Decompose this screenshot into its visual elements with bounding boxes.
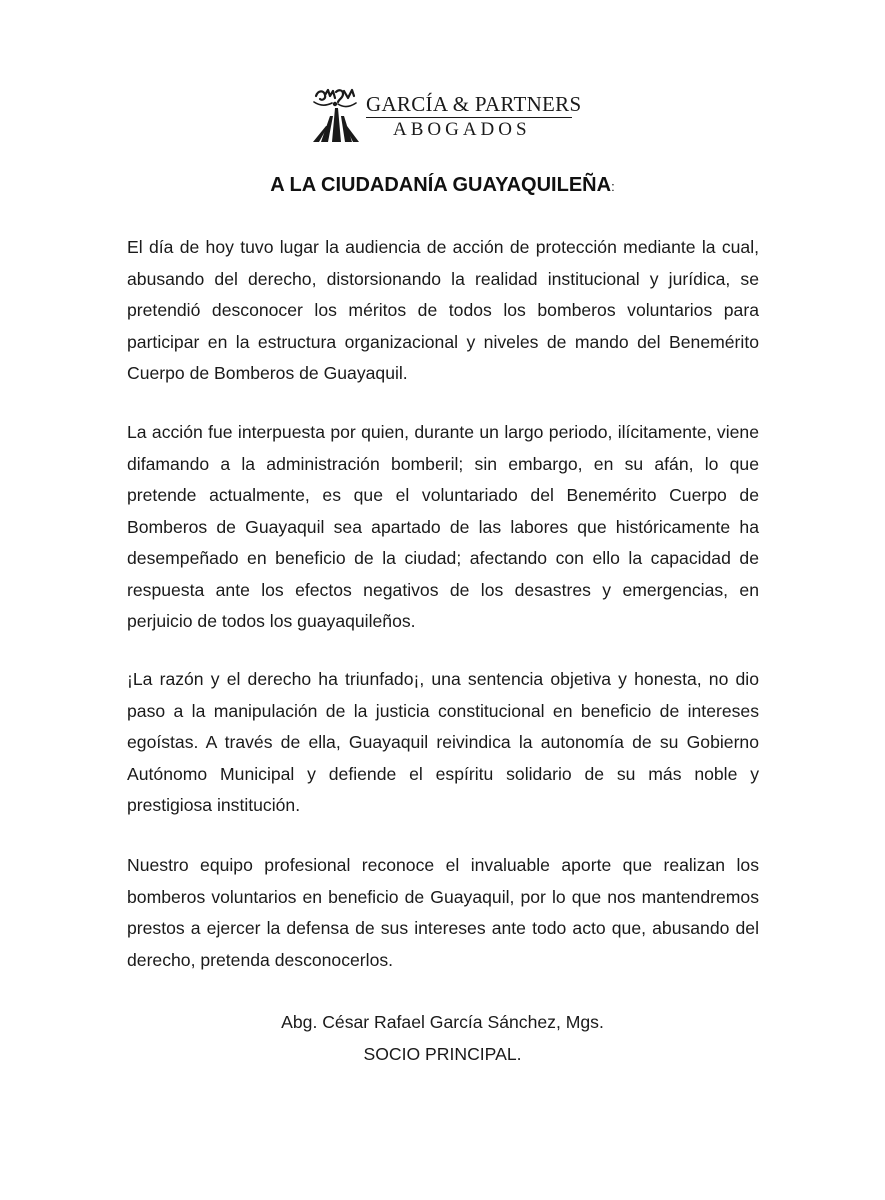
paragraph-action: La acción fue interpuesta por quien, durante un largo periodo, ilícitamente, viene difamando a la administración bomberil; sin embargo, en su afán, lo que pretende actualmente, es que el voluntariado del Benemérito Cuerpo de Bomberos de Guayaquil sea apartado de las labores que históricamente ha desempeñado en beneficio de la ciudad; afectando con ello la capacidad de respuesta ante los efectos negativos de los desastres y emergencias, en perjuicio de todos los guayaquileños. (127, 422, 759, 631)
heading-title: A LA CIUDADANÍA GUAYAQUILEÑA (270, 174, 612, 196)
paragraph-intro: El día de hoy tuvo lugar la audiencia de acción de protección mediante la cual, abusando del derecho, distorsionando la realidad institucional y jurídica, se pretendió desconocer los méritos de todos los bomberos voluntarios para participar en la estructura organizacional y niveles de mando del Benemérito Cuerpo de Bomberos de Guayaquil. (127, 237, 759, 383)
scales-of-justice-logo-icon (308, 86, 364, 144)
heading-colon: : (611, 179, 615, 194)
paragraph-commitment: Nuestro equipo profesional reconoce el invaluable aporte que realizan los bomberos voluntarios en beneficio de Guayaquil, por lo que nos mantendremos prestos a ejercer la defensa de sus intereses ante todo acto que, abusando del derecho, pretenda desconocerlos. (127, 855, 759, 970)
firm-subtitle: ABOGADOS (393, 119, 531, 140)
signatory-title: SOCIO PRINCIPAL. (363, 1043, 522, 1064)
paragraph-verdict: ¡La razón y el derecho ha triunfado¡, una sentencia objetiva y honesta, no dio paso a la manipulación de la justicia constitucional en beneficio de intereses egoístas. A través de ella, Guayaquil reivindica la autonomía de su Gobierno Autónomo Municipal y defiende el espíritu solidario de su más noble y prestigiosa institución. (127, 669, 759, 815)
letterhead-divider (366, 117, 572, 118)
letterhead (0, 84, 885, 146)
signatory-name: Abg. César Rafael García Sánchez, Mgs. (281, 1012, 604, 1032)
document-heading (0, 174, 885, 197)
signature-block (0, 1007, 885, 1070)
firm-name: GARCÍA & PARTNERS (366, 92, 582, 116)
